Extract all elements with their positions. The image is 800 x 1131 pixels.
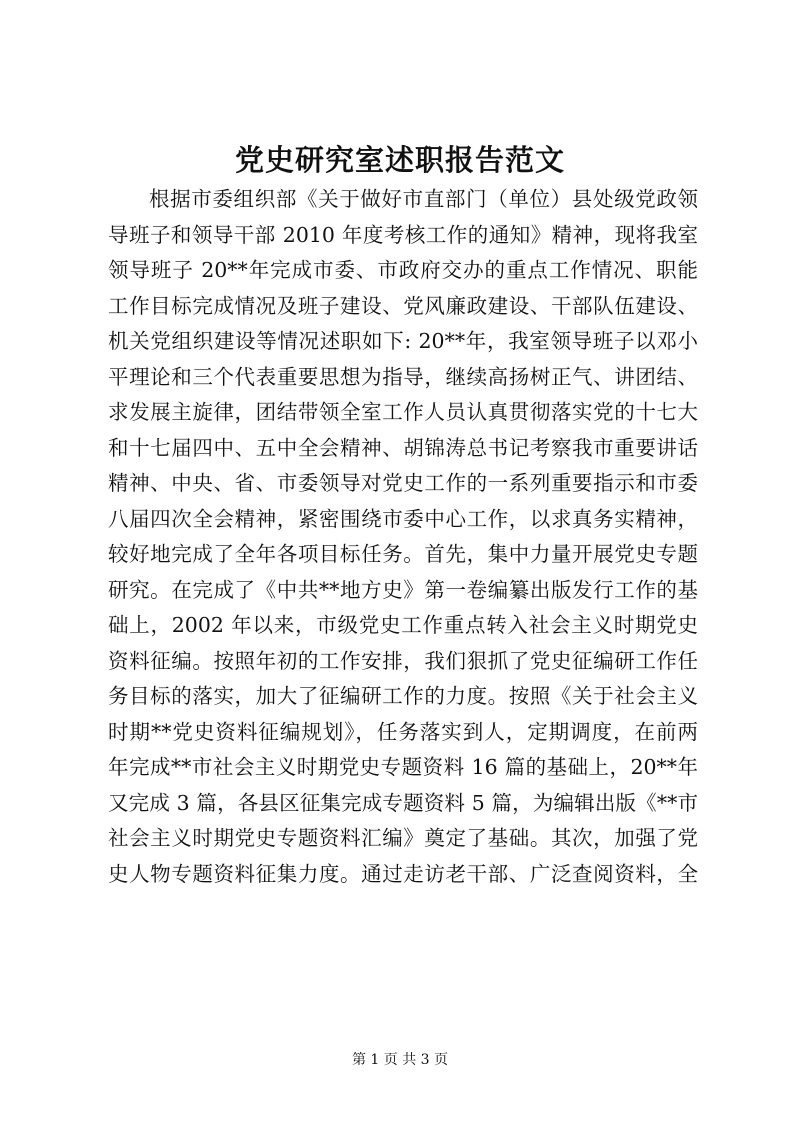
paragraph-line: 导班子和领导干部 2010 年度考核工作的通知》精神，现将我室 bbox=[108, 222, 698, 247]
paragraph-line: 精神、中央、省、市委领导对党史工作的一系列重要指示和市委 bbox=[108, 471, 698, 495]
paragraph-line: 史人物专题资料征集力度。通过走访老干部、广泛查阅资料，全 bbox=[108, 861, 698, 886]
paragraph-line: 平理论和三个代表重要思想为指导，继续高扬树正气、讲团结、 bbox=[108, 364, 698, 389]
paragraph-line: 机关党组织建设等情况述职如下: 20**年，我室领导班子以邓小 bbox=[108, 329, 698, 353]
paragraph-line: 研究。在完成了《中共**地方史》第一卷编纂出版发行工作的基 bbox=[108, 577, 698, 602]
paragraph-line: 资料征编。按照年初的工作安排，我们狠抓了党史征编研工作任 bbox=[108, 648, 698, 673]
paragraph-line: 工作目标完成情况及班子建设、党风廉政建设、干部队伍建设、 bbox=[108, 293, 698, 318]
paragraph-line: 年完成**市社会主义时期党史专题资料 16 篇的基础上，20**年 bbox=[108, 755, 698, 779]
document-title: 党史研究室述职报告范文 bbox=[234, 143, 565, 177]
paragraph-line: 求发展主旋律，团结带领全室工作人员认真贯彻落实党的十七大 bbox=[108, 400, 698, 424]
page-number-footer: 第 1 页 共 3 页 bbox=[351, 1052, 449, 1068]
paragraph-line: 础上，2002 年以来，市级党史工作重点转入社会主义时期党史 bbox=[108, 613, 698, 637]
paragraph-line: 社会主义时期党史专题资料汇编》奠定了基础。其次，加强了党 bbox=[108, 826, 698, 850]
paragraph-line: 领导班子 20**年完成市委、市政府交办的重点工作情况、职能 bbox=[108, 258, 698, 282]
paragraph-line: 根据市委组织部《关于做好市直部门（单位）县处级党政领 bbox=[149, 187, 698, 211]
paragraph-line: 务目标的落实，加大了征编研工作的力度。按照《关于社会主义 bbox=[108, 684, 698, 708]
paragraph-line: 时期**党史资料征编规划》，任务落实到人，定期调度，在前两 bbox=[108, 719, 698, 744]
body-paragraph bbox=[108, 182, 698, 892]
paragraph-line: 和十七届四中、五中全会精神、胡锦涛总书记考察我市重要讲话 bbox=[108, 435, 698, 460]
paragraph-line: 较好地完成了全年各项目标任务。首先，集中力量开展党史专题 bbox=[108, 542, 698, 566]
paragraph-line: 八届四次全会精神，紧密围绕市委中心工作，以求真务实精神， bbox=[108, 506, 698, 531]
paragraph-line: 又完成 3 篇，各县区征集完成专题资料 5 篇，为编辑出版《**市 bbox=[108, 790, 698, 815]
